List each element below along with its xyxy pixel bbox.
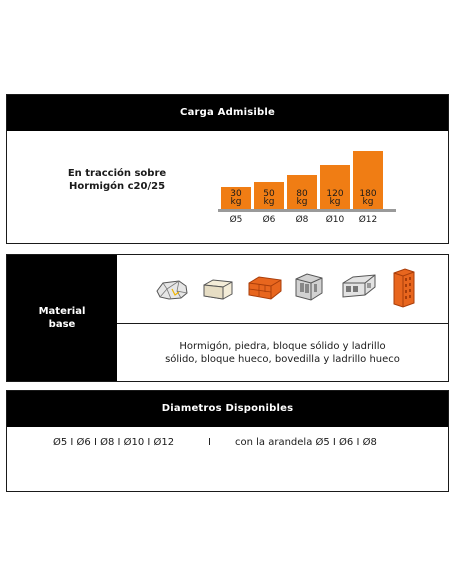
diameter-list: Ø5 I Ø6 I Ø8 I Ø10 I Ø12: [53, 437, 175, 448]
bar-unit: kg: [263, 196, 275, 207]
bar-value-label: [221, 190, 251, 206]
material-label-line-1: Material: [38, 306, 86, 317]
material-desc-line-1: Hormigón, piedra, bloque sólido y ladrillo: [179, 340, 386, 352]
traccion-line-2: Hormigón c20/25: [68, 181, 166, 192]
material-base-panel: [6, 254, 449, 382]
bar-unit: kg: [230, 197, 242, 207]
tick-label-Ø12: Ø12: [358, 215, 378, 225]
bar-Ø6: [254, 182, 284, 209]
carga-admisible-title: Carga Admisible: [7, 95, 448, 131]
bar-Ø8: [287, 175, 317, 209]
rubble-stone-icon: [155, 277, 189, 305]
bar-value-label: [353, 190, 383, 206]
bar-Ø10: [320, 165, 350, 209]
tick-label-Ø6: Ø6: [262, 215, 276, 225]
bar-unit: kg: [329, 196, 341, 207]
traccion-line-1: En tracción sobre: [67, 168, 167, 179]
diameter-separator: I: [208, 437, 211, 448]
diametros-title: Diametros Disponibles: [7, 391, 448, 427]
bar-value: 50: [263, 188, 275, 199]
tick-label-Ø8: Ø8: [295, 215, 309, 225]
solid-brick-icon: [247, 273, 283, 307]
material-base-label: [7, 255, 117, 381]
bar-value-label: [254, 190, 284, 206]
hollow-brick-icon: [391, 267, 417, 313]
arandela-list: con la arandela Ø5 I Ø6 I Ø8: [235, 437, 377, 448]
carga-admisible-panel: [6, 94, 449, 244]
chart-baseline: [218, 209, 396, 212]
bar-value: 80: [296, 189, 308, 199]
bar-Ø12: [353, 151, 383, 209]
bar-Ø5: [221, 187, 251, 209]
material-desc-line-2: sólido, bloque hueco, bovedilla y ladrillo hueco: [165, 353, 400, 365]
bar-value: 30: [230, 189, 242, 199]
material-label-line-2: base: [48, 319, 76, 330]
diametros-panel: [6, 390, 449, 492]
hollow-block-icon: [293, 271, 325, 307]
bar-value: 120: [326, 188, 344, 199]
bar-value: 180: [359, 189, 377, 199]
load-bar-chart: [7, 131, 448, 243]
tick-label-Ø5: Ø5: [229, 215, 243, 225]
bar-value-label: [320, 190, 350, 206]
bovedilla-icon: [341, 271, 377, 307]
material-icons-row: [117, 255, 448, 324]
bar-unit: kg: [362, 197, 374, 207]
bar-value-label: [287, 190, 317, 206]
tick-label-Ø10: Ø10: [325, 215, 345, 225]
bar-unit: kg: [296, 197, 308, 207]
material-description: [117, 324, 448, 381]
solid-block-icon: [201, 277, 235, 305]
